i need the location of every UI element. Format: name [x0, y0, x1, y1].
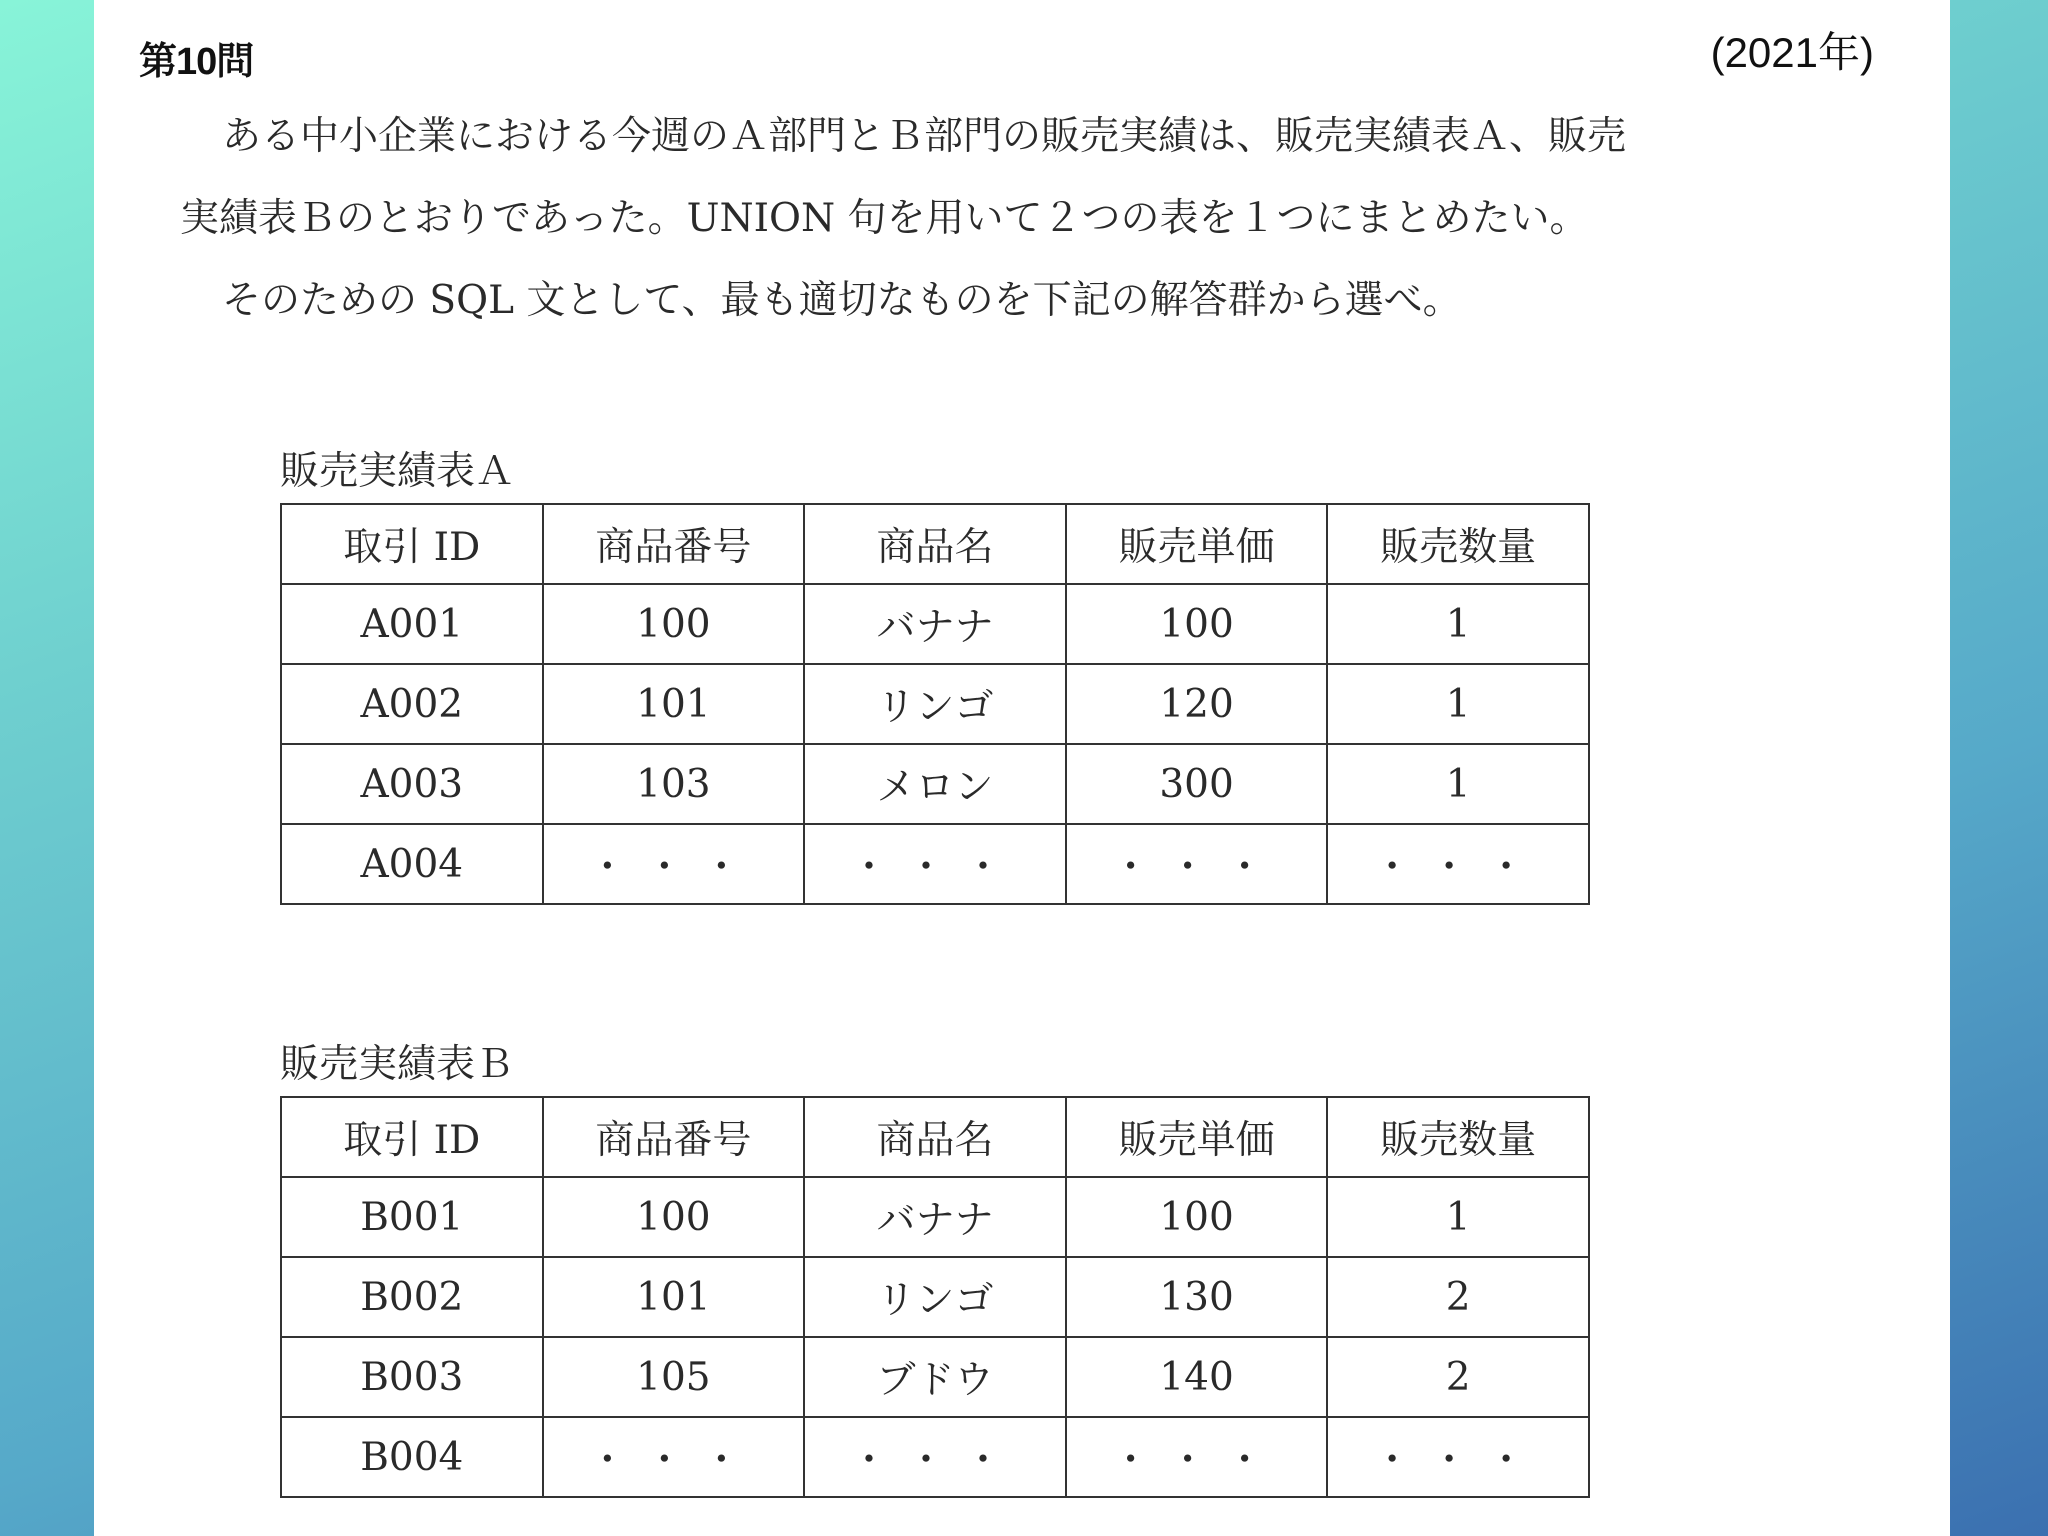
table-cell: 1: [1327, 664, 1589, 744]
table-cell: ・・・: [804, 824, 1066, 904]
table-cell: 105: [543, 1337, 805, 1417]
column-header: 商品番号: [543, 1097, 805, 1177]
table-cell: 101: [543, 1257, 805, 1337]
question-line: ある中小企業における今週のＡ部門とＢ部門の販売実績は、販売実績表Ａ、販売: [222, 114, 1627, 159]
table-cell: 100: [1066, 584, 1328, 664]
table-row: [281, 824, 1589, 904]
table-cell: ブドウ: [804, 1337, 1066, 1417]
table-cell: 100: [543, 584, 805, 664]
table-cell: B004: [281, 1417, 543, 1497]
table-cell: リンゴ: [804, 1257, 1066, 1337]
table-cell: A001: [281, 584, 543, 664]
table-row: [281, 1177, 1589, 1257]
table-cell: A003: [281, 744, 543, 824]
table-cell: 1: [1327, 584, 1589, 664]
table-row: [281, 1417, 1589, 1497]
column-header: 取引 ID: [281, 504, 543, 584]
table-cell: 140: [1066, 1337, 1328, 1417]
table-row: [281, 744, 1589, 824]
column-header: 商品名: [804, 1097, 1066, 1177]
table-cell: ・・・: [1327, 1417, 1589, 1497]
table-cell: 2: [1327, 1257, 1589, 1337]
question-line: 実績表Ｂのとおりであった。UNION 句を用いて２つの表を１つにまとめたい。: [180, 196, 1589, 241]
column-header: 取引 ID: [281, 1097, 543, 1177]
table-cell: ・・・: [1066, 1417, 1328, 1497]
table-cell: 100: [543, 1177, 805, 1257]
table-cell: A004: [281, 824, 543, 904]
table-b-title: 販売実績表Ｂ: [280, 1042, 515, 1087]
table-cell: バナナ: [804, 1177, 1066, 1257]
column-header: 販売単価: [1066, 1097, 1328, 1177]
question-page: [94, 0, 1950, 1536]
table-cell: ・・・: [543, 1417, 805, 1497]
table-cell: 100: [1066, 1177, 1328, 1257]
column-header: 販売数量: [1327, 504, 1589, 584]
table-cell: 1: [1327, 1177, 1589, 1257]
table-cell: リンゴ: [804, 664, 1066, 744]
column-header: 販売数量: [1327, 1097, 1589, 1177]
table-cell: 2: [1327, 1337, 1589, 1417]
table-cell: ・・・: [804, 1417, 1066, 1497]
table-cell: B002: [281, 1257, 543, 1337]
question-line: そのための SQL 文として、最も適切なものを下記の解答群から選べ。: [222, 278, 1462, 323]
table-cell: 300: [1066, 744, 1328, 824]
table-cell: 1: [1327, 744, 1589, 824]
question-number: 第10問: [139, 41, 254, 83]
question-year: (2021年): [1710, 29, 1874, 76]
table-cell: 103: [543, 744, 805, 824]
table-cell: メロン: [804, 744, 1066, 824]
table-row: [281, 1337, 1589, 1417]
column-header: 商品番号: [543, 504, 805, 584]
table-a-title: 販売実績表Ａ: [280, 449, 515, 494]
table-header-row: [281, 504, 1589, 584]
table-cell: 120: [1066, 664, 1328, 744]
table-row: [281, 664, 1589, 744]
table-cell: ・・・: [1066, 824, 1328, 904]
table-cell: A002: [281, 664, 543, 744]
column-header: 商品名: [804, 504, 1066, 584]
table-row: [281, 584, 1589, 664]
table-cell: B003: [281, 1337, 543, 1417]
column-header: 販売単価: [1066, 504, 1328, 584]
table-cell: B001: [281, 1177, 543, 1257]
sales-table-b: [280, 1096, 1590, 1498]
question-text: [180, 96, 1820, 342]
table-header-row: [281, 1097, 1589, 1177]
table-cell: ・・・: [1327, 824, 1589, 904]
table-cell: ・・・: [543, 824, 805, 904]
table-cell: 101: [543, 664, 805, 744]
sales-table-a: [280, 503, 1590, 905]
table-cell: バナナ: [804, 584, 1066, 664]
table-cell: 130: [1066, 1257, 1328, 1337]
table-row: [281, 1257, 1589, 1337]
